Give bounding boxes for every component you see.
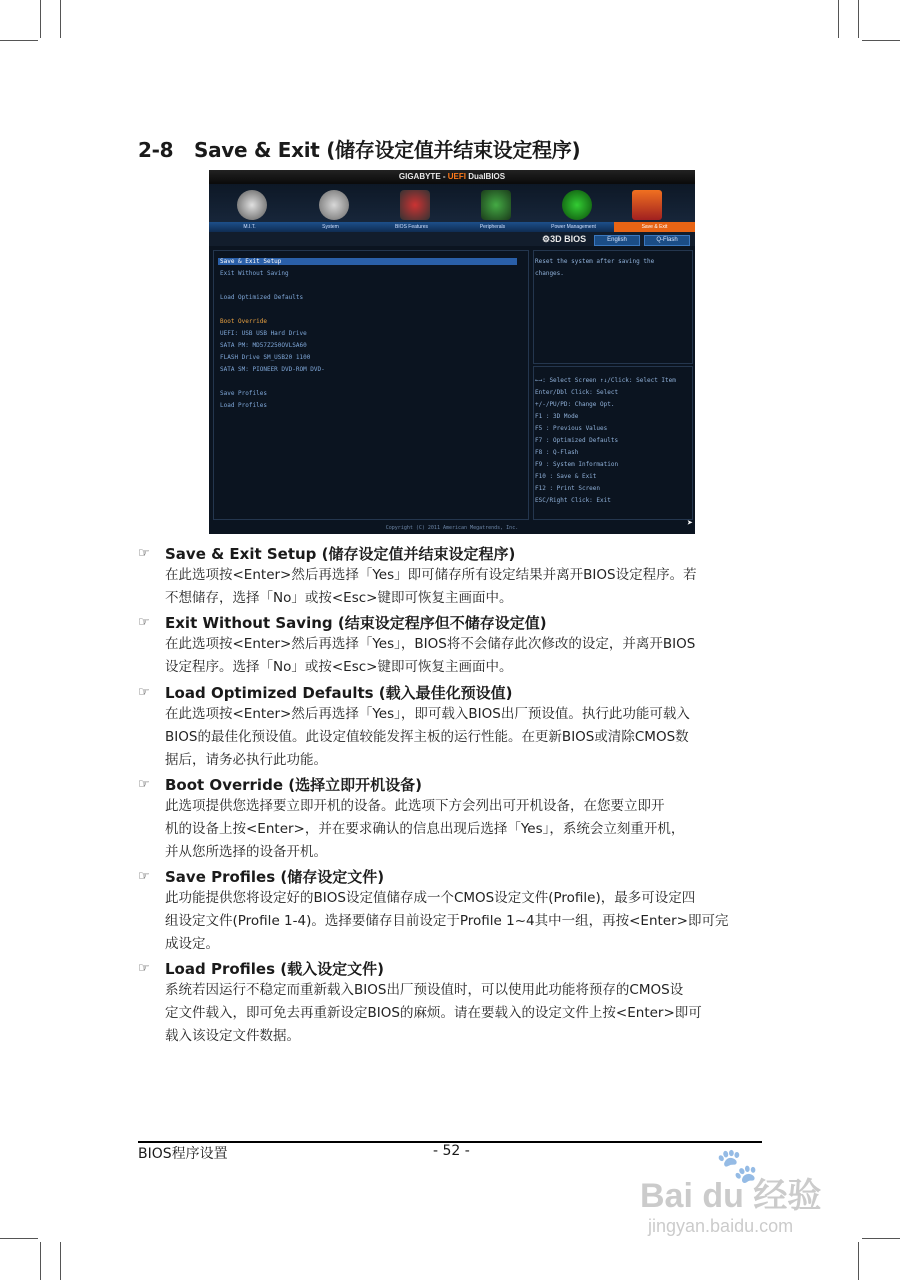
bios-menu-panel <box>213 250 529 520</box>
menu-load-profiles[interactable]: Load Profiles <box>220 402 267 409</box>
key-hint: F8 : Q-Flash <box>535 449 579 456</box>
menu-boot-device[interactable]: UEFI: USB USB Hard Drive <box>220 330 307 337</box>
key-hint: +/-/PU/PD: Change Opt. <box>535 401 615 408</box>
pointing-hand-icon: ☞ <box>138 615 150 630</box>
item-heading <box>138 775 768 795</box>
body-line: 在此选项按<Enter>然后再选择「Yes」即可储存所有设定结果并离开BIOS设定程序。若 <box>165 567 697 583</box>
bios-tab-bios-features[interactable]: BIOS Features <box>394 224 429 230</box>
item-heading <box>138 683 768 703</box>
body-line: 不想储存，选择「No」或按<Esc>键即可恢复主画面中。 <box>165 590 513 606</box>
menu-load-optimized-defaults[interactable]: Load Optimized Defaults <box>220 294 304 301</box>
crop-mark <box>40 0 41 38</box>
item-heading-text: Save Profiles (储存设定文件) <box>165 868 385 886</box>
baidu-watermark <box>640 1146 850 1246</box>
help-text-line: changes. <box>535 270 564 277</box>
bios-brand: GIGABYTE - <box>398 172 448 181</box>
key-hint: F1 : 3D Mode <box>535 413 579 420</box>
bios-tab-peripherals[interactable]: Peripherals <box>479 224 506 230</box>
crop-mark <box>0 40 38 41</box>
crop-mark <box>60 1242 61 1280</box>
section-title: Save & Exit (储存设定值并结束设定程序) <box>194 138 581 162</box>
body-line: 此选项提供您选择要立即开机的设备。此选项下方会列出可开机设备，在您要立即开 <box>165 798 665 814</box>
item-heading-text: Boot Override (选择立即开机设备) <box>165 776 422 794</box>
menu-boot-override-heading: Boot Override <box>220 318 267 325</box>
body-line: 在此选项按<Enter>然后再选择「Yes」，BIOS将不会储存此次修改的设定，并离开BIOS <box>165 636 696 652</box>
key-hint: ←→: Select Screen ↑↓/Click: Select Item <box>535 377 676 384</box>
crop-mark <box>60 0 61 38</box>
item-heading-text: Exit Without Saving (结束设定程序但不储存设定值) <box>165 614 547 632</box>
menu-boot-device[interactable]: SATA PM: MD57Z250OVLSA60 <box>220 342 307 349</box>
bios-tab-system[interactable]: System <box>322 224 339 230</box>
body-line: 据后，请务必执行此功能。 <box>165 752 327 768</box>
body-line: 此功能提供您将设定好的BIOS设定值储存成一个CMOS设定文件(Profile)，最多可设定四 <box>165 890 696 906</box>
menu-boot-device[interactable]: FLASH Drive SM_USB20 1100 <box>220 354 311 361</box>
item-boot-override <box>138 775 768 864</box>
body-line: 系统若因运行不稳定而重新载入BIOS出厂预设值时，可以使用此功能将预存的CMOS设 <box>165 982 684 998</box>
body-line: 组设定文件(Profile 1-4)。选择要储存目前设定于Profile 1~4其中一组，再按<Enter>即可完 <box>165 913 729 929</box>
mouse-cursor-icon: ➤ <box>687 518 694 529</box>
watermark-brand: Bai du 经验 <box>640 1177 822 1215</box>
menu-exit-without-saving[interactable]: Exit Without Saving <box>220 270 289 277</box>
english-button[interactable]: English <box>594 235 640 246</box>
crop-mark <box>862 1238 900 1239</box>
key-hint: F10 : Save & Exit <box>535 473 597 480</box>
item-exit-without-saving <box>138 613 768 679</box>
section-number: 2-8 <box>138 138 174 162</box>
item-body <box>138 795 768 864</box>
item-load-optimized-defaults <box>138 683 768 772</box>
menu-save-profiles[interactable]: Save Profiles <box>220 390 267 397</box>
bios-dualbios-label: DualBIOS <box>466 172 506 181</box>
bios-screenshot <box>209 170 695 534</box>
item-heading <box>138 867 768 887</box>
item-heading <box>138 959 768 979</box>
item-heading-text: Save & Exit Setup (储存设定值并结束设定程序) <box>165 545 516 563</box>
item-save-exit-setup <box>138 544 768 610</box>
body-line: 并从您所选择的设备开机。 <box>165 844 327 860</box>
bios-tab-mit[interactable]: M.I.T. <box>243 224 256 230</box>
item-body <box>138 703 768 772</box>
watermark-url: jingyan.baidu.com <box>648 1216 794 1236</box>
page-number: - 52 - <box>433 1143 470 1159</box>
help-text-line: Reset the system after saving the <box>535 258 655 265</box>
pointing-hand-icon: ☞ <box>138 869 150 884</box>
speedometer-icon[interactable] <box>237 190 267 220</box>
bios-tab-save-exit[interactable]: Save & Exit <box>614 222 695 232</box>
paw-icon: 🐾 <box>716 1146 759 1186</box>
key-hint: F5 : Previous Values <box>535 425 608 432</box>
item-save-profiles <box>138 867 768 956</box>
body-line: 机的设备上按<Enter>，并在要求确认的信息出现后选择「Yes」，系统会立刻重开机， <box>165 821 685 837</box>
crop-mark <box>0 1238 38 1239</box>
body-line: BIOS的最佳化预设值。此设定值较能发挥主板的运行性能。在更新BIOS或清除CMOS数 <box>165 729 689 745</box>
pointing-hand-icon: ☞ <box>138 685 150 700</box>
body-line: 设定程序。选择「No」或按<Esc>键即可恢复主画面中。 <box>165 659 513 675</box>
item-heading <box>138 613 768 633</box>
menu-save-exit-setup[interactable]: Save & Exit Setup <box>218 258 517 265</box>
item-heading <box>138 544 768 564</box>
bios-copyright: Copyright (C) 2011 American Megatrends, Inc. <box>385 525 519 531</box>
bios-title-bar <box>209 170 695 184</box>
bios-tab-bar <box>209 222 695 232</box>
pointing-hand-icon: ☞ <box>138 777 150 792</box>
plug-icon[interactable] <box>481 190 511 220</box>
footer-chapter: BIOS程序设置 <box>138 1146 228 1162</box>
body-line: 在此选项按<Enter>然后再选择「Yes」，即可载入BIOS出厂预设值。执行此功能可载入 <box>165 706 690 722</box>
key-hint: ESC/Right Click: Exit <box>535 497 611 504</box>
exit-door-icon[interactable] <box>632 190 662 220</box>
bios-uefi-label: UEFI <box>447 172 466 181</box>
crop-mark <box>858 1242 859 1280</box>
crop-mark <box>862 40 900 41</box>
menu-boot-device[interactable]: SATA SM: PIONEER DVD-ROM DVD- <box>220 366 325 373</box>
bios-3d-logo: ⚙3D BIOS <box>542 234 587 244</box>
key-hint: F12 : Print Screen <box>535 485 601 492</box>
power-icon[interactable] <box>562 190 592 220</box>
crop-mark <box>858 0 859 38</box>
crop-mark <box>838 0 839 38</box>
item-heading-text: Load Optimized Defaults (载入最佳化预设值) <box>165 684 513 702</box>
item-load-profiles <box>138 959 768 1048</box>
item-body <box>138 633 768 679</box>
key-hint: F9 : System Information <box>535 461 619 468</box>
bios-help-panel <box>533 250 693 364</box>
bios-tab-power-management[interactable]: Power Management <box>551 224 596 230</box>
crop-mark <box>40 1242 41 1280</box>
section-heading <box>138 134 580 163</box>
key-hint: F7 : Optimized Defaults <box>535 437 619 444</box>
item-body <box>138 887 768 956</box>
body-line: 定文件载入，即可免去再重新设定BIOS的麻烦。请在要载入的设定文件上按<Enter>即可 <box>165 1005 702 1021</box>
body-line: 成设定。 <box>165 936 219 952</box>
qflash-button[interactable]: Q-Flash <box>644 235 690 246</box>
pointing-hand-icon: ☞ <box>138 961 150 976</box>
pointing-hand-icon: ☞ <box>138 546 150 561</box>
item-heading-text: Load Profiles (载入设定文件) <box>165 960 384 978</box>
item-body <box>138 564 768 610</box>
item-body <box>138 979 768 1048</box>
key-hint: Enter/Dbl Click: Select <box>535 389 619 396</box>
body-line: 载入该设定文件数据。 <box>165 1028 300 1044</box>
chip-icon[interactable] <box>400 190 430 220</box>
gear-icon[interactable] <box>319 190 349 220</box>
